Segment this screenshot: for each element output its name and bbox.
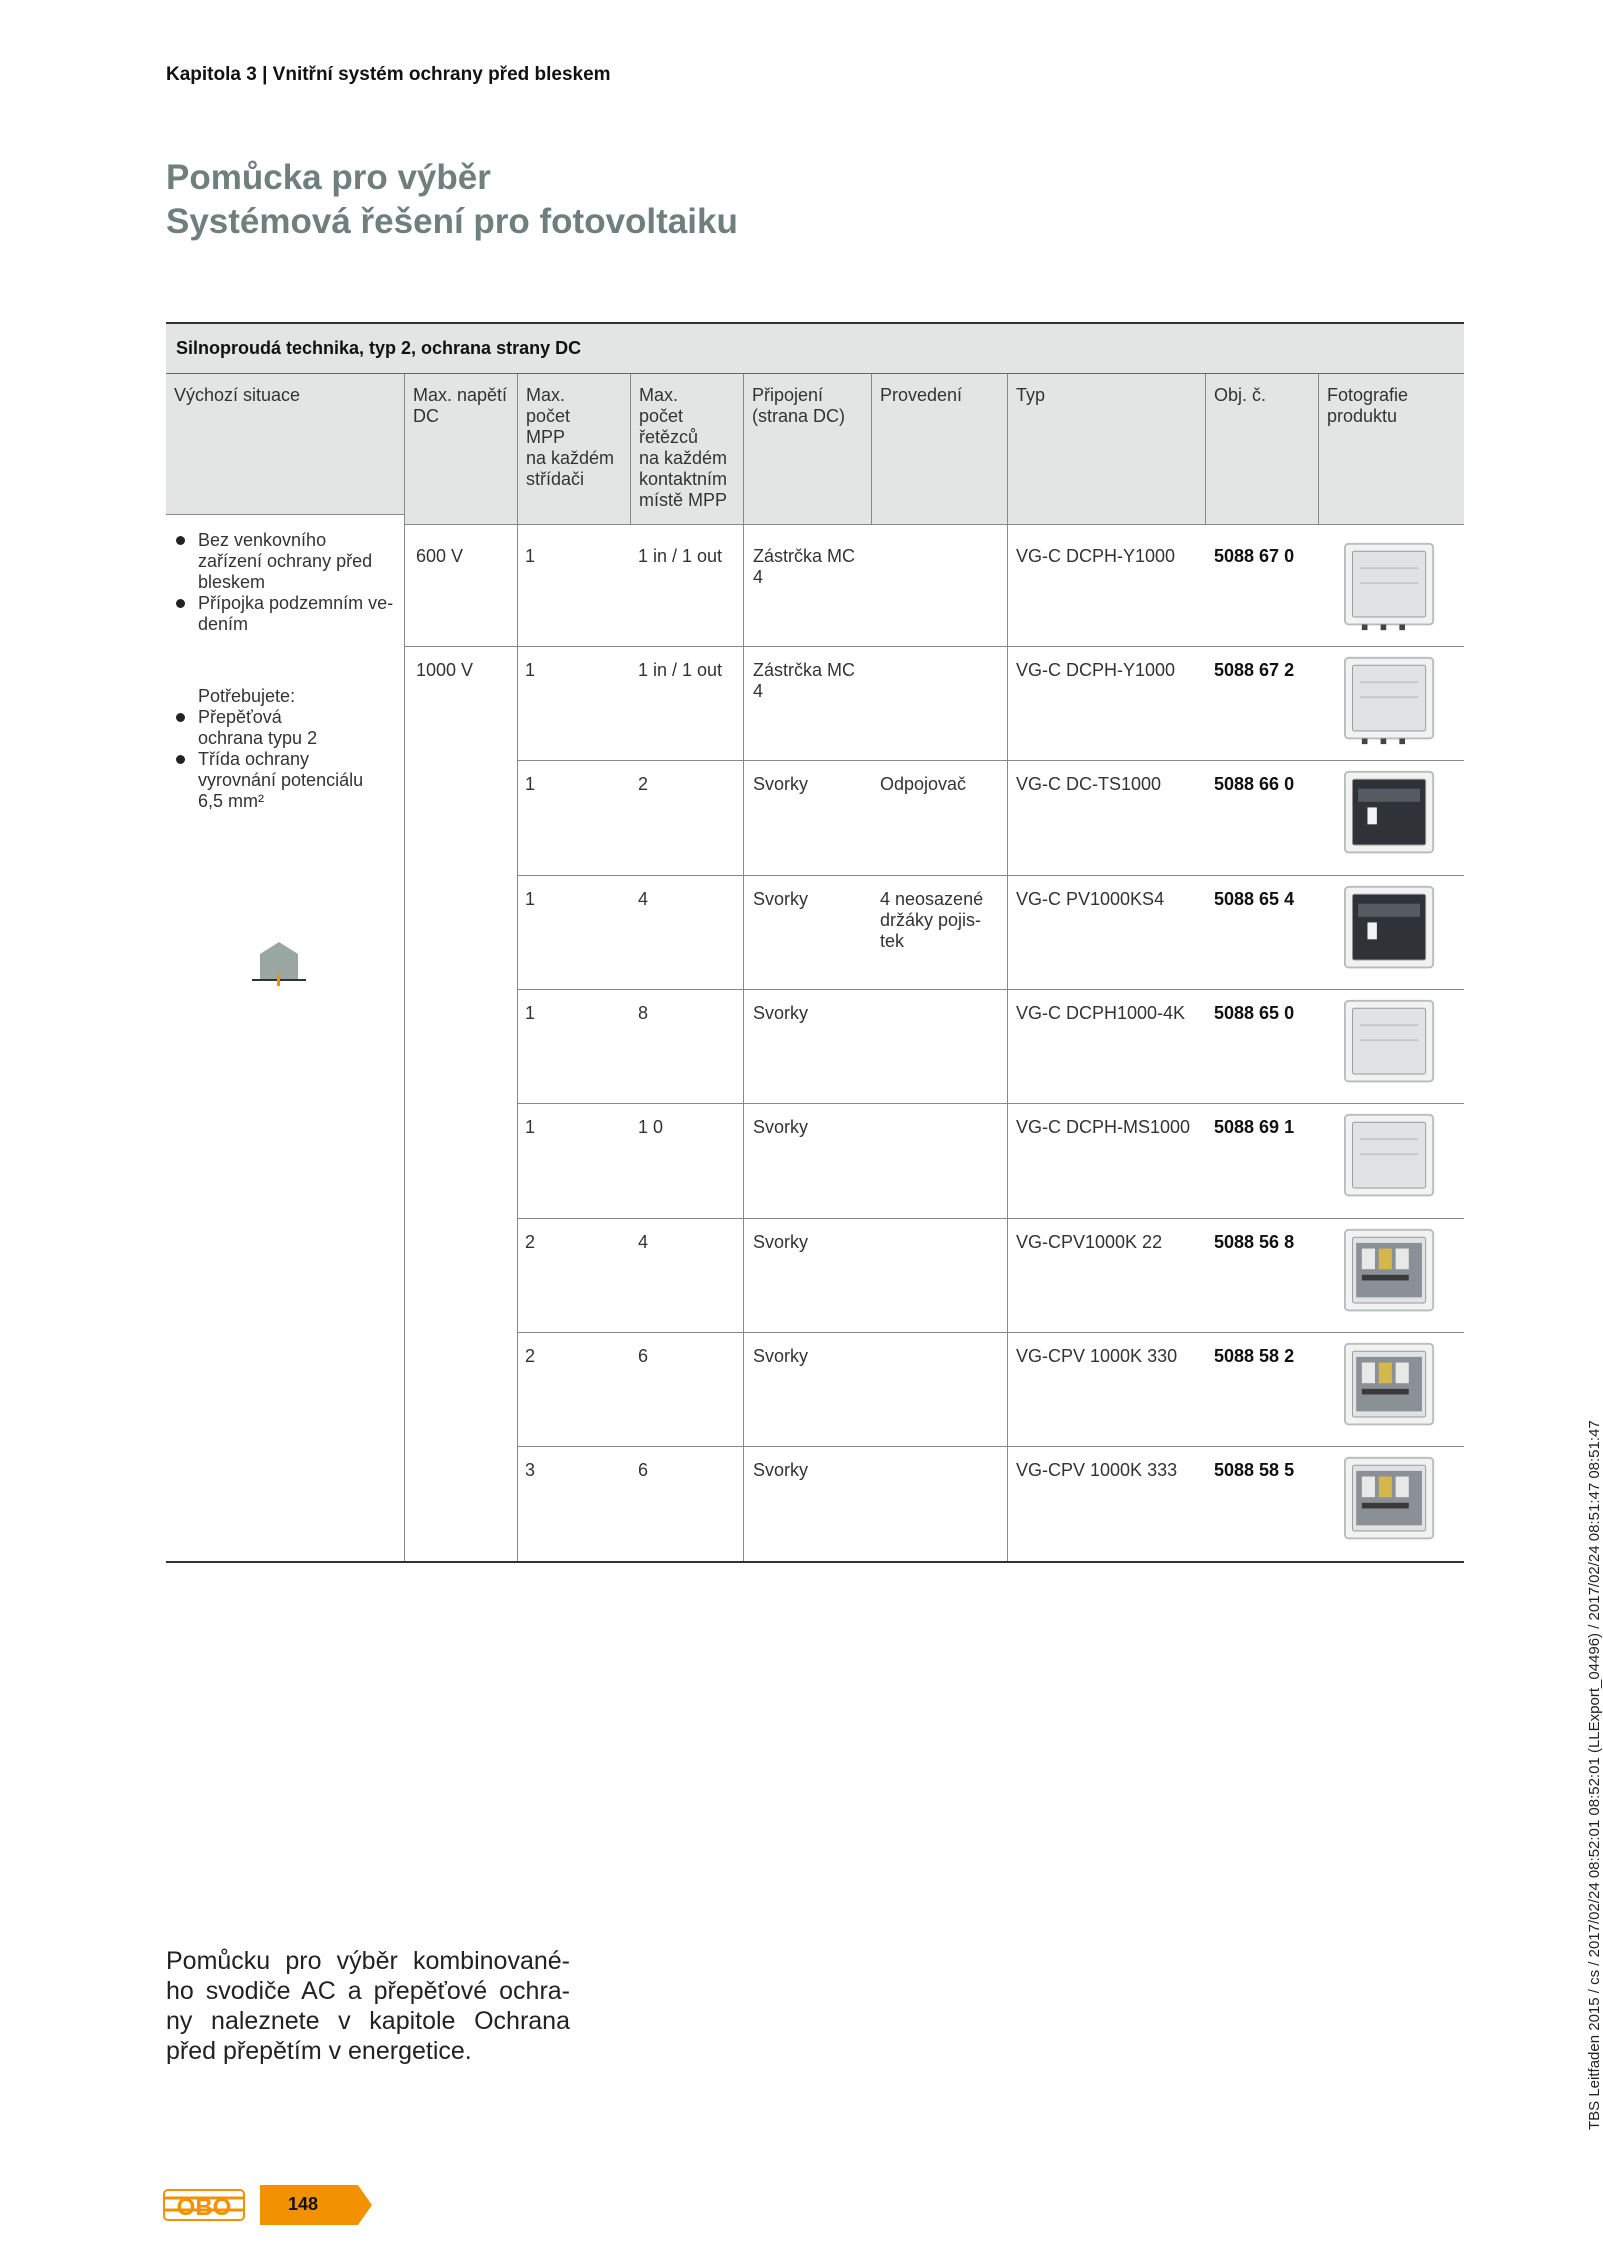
column-separator — [630, 374, 631, 524]
cell-design: tek — [880, 931, 905, 951]
cell-strings: 4 — [638, 889, 649, 909]
col-header-strings-line: na každém — [639, 448, 728, 468]
row-separator — [517, 875, 1464, 876]
column-separator — [1205, 374, 1206, 524]
cell-part-no: 5088 67 0 — [1214, 546, 1295, 566]
table-section-bar — [166, 322, 1464, 374]
cell-type: VG-C DCPH-MS1000 — [1016, 1117, 1191, 1137]
product-photo — [1336, 1454, 1444, 1546]
col-header-photo — [1319, 374, 1464, 524]
table-bottom-rule — [166, 1561, 1464, 1563]
col-header-type: Typ — [1008, 374, 1205, 524]
cell-mpp: 1 — [525, 1003, 536, 1023]
obo-logo — [163, 2188, 245, 2224]
cell-type: VG-CPV 1000K 333 — [1016, 1460, 1178, 1480]
cell-strings: 1 in / 1 out — [638, 546, 723, 566]
cell-connection: Svorky — [753, 774, 809, 794]
col-header-design: Provedení — [872, 374, 1007, 524]
cell-mpp: 2 — [525, 1346, 536, 1366]
product-photo — [1336, 1111, 1444, 1203]
cell-strings: 8 — [638, 1003, 649, 1023]
col-header-mpp-line: Max. — [526, 385, 566, 405]
situation-bullets-1 — [174, 530, 404, 635]
col-header-strings-line: místě MPP — [639, 490, 728, 510]
col-header-strings-line: kontaktním — [639, 469, 728, 489]
house-icon — [248, 940, 310, 992]
cell-mpp: 1 — [525, 889, 536, 909]
cell-design: držáky pojis- — [880, 910, 982, 930]
needs-label: Potřebujete: — [198, 686, 296, 706]
row-separator — [517, 1446, 1464, 1447]
column-separator — [1007, 374, 1008, 1562]
row-separator — [404, 646, 1464, 647]
cell-connection: Svorky — [753, 1346, 809, 1366]
product-photo — [1336, 883, 1444, 975]
cell-strings: 1 in / 1 out — [638, 660, 723, 680]
header-underline — [404, 524, 1464, 525]
product-photo — [1336, 768, 1444, 860]
title-line-1: Pomůcka pro výběr — [166, 158, 491, 197]
cell-connection: Svorky — [753, 1232, 809, 1252]
cross-reference-note — [166, 1946, 570, 2066]
row-separator — [517, 1332, 1464, 1333]
cell-connection: Svorky — [753, 1460, 809, 1480]
column-separator — [871, 374, 872, 524]
cell-mpp: 1 — [525, 774, 536, 794]
col-header-mpp-line: na každém — [526, 448, 615, 468]
col-header-connection-line: Připojení — [752, 385, 824, 405]
cell-type: VG-C DC-TS1000 — [1016, 774, 1162, 794]
cell-connection: Zástrčka MC — [753, 546, 856, 566]
product-photo — [1336, 997, 1444, 1089]
side-export-info: TBS Leitfaden 2015 / cs / 2017/02/24 08:52:01 08:52:01 (LLExport_04496) / 2017/02/24 08:51:47 08:51:47 — [1586, 1420, 1603, 2130]
col-header-mpp-line: počet — [526, 406, 571, 426]
col-header-connection-line: (strana DC) — [752, 406, 846, 426]
situation-bullet — [174, 530, 404, 593]
situation-bullet — [174, 749, 404, 812]
cell-design: Odpojovač — [880, 774, 967, 794]
column-separator — [404, 374, 405, 1562]
col-header-mpp — [518, 374, 630, 524]
product-photo — [1336, 1340, 1444, 1432]
col-header-voltage-line: DC — [413, 406, 439, 426]
column-separator — [743, 374, 744, 1562]
situation-needs — [174, 686, 404, 812]
situation-text: dením — [198, 614, 249, 634]
cell-connection: Svorky — [753, 889, 809, 909]
header-underline — [166, 514, 404, 515]
col-header-strings-line: řetězců — [639, 427, 699, 447]
row-separator — [517, 989, 1464, 990]
page-number-tag — [260, 2185, 372, 2225]
row-separator — [517, 1218, 1464, 1219]
situation-bullet — [174, 707, 404, 749]
cell-strings: 1 0 — [638, 1117, 664, 1137]
cell-part-no: 5088 58 2 — [1214, 1346, 1295, 1366]
note-line: ny naleznete v kapitole Ochrana — [166, 2007, 570, 2035]
cell-connection: Zástrčka MC — [753, 660, 856, 680]
row-separator — [517, 760, 1464, 761]
column-separator — [1318, 374, 1319, 524]
voltage-1000: 1000 V — [416, 660, 474, 680]
situation-text: zařízení ochrany před — [198, 551, 373, 571]
situation-text: ochrana typu 2 — [198, 728, 318, 748]
cell-part-no: 5088 69 1 — [1214, 1117, 1295, 1137]
cell-type: VG-CPV1000K 22 — [1016, 1232, 1163, 1252]
selection-table — [166, 322, 1464, 1562]
col-header-strings-line: Max. — [639, 385, 679, 405]
page-number: 148 — [288, 2194, 319, 2214]
col-header-situation: Výchozí situace — [166, 374, 404, 514]
cell-type: VG-C DCPH-Y1000 — [1016, 546, 1176, 566]
cell-strings: 4 — [638, 1232, 649, 1252]
col-header-voltage-line: Max. napětí — [413, 385, 508, 405]
situation-text: vyrovnání potenciálu — [198, 770, 364, 790]
cell-part-no: 5088 56 8 — [1214, 1232, 1295, 1252]
cell-type: VG-C DCPH1000-4K — [1016, 1003, 1186, 1023]
col-header-voltage — [405, 374, 517, 524]
col-header-photo-line: Fotografie — [1327, 385, 1409, 405]
cell-type: VG-C DCPH-Y1000 — [1016, 660, 1176, 680]
cell-mpp: 2 — [525, 1232, 536, 1252]
cell-connection: Svorky — [753, 1003, 809, 1023]
logo-text: OBO — [176, 2194, 232, 2221]
cell-mpp: 1 — [525, 546, 536, 566]
situation-bullet — [174, 593, 404, 635]
cell-connection: Svorky — [753, 1117, 809, 1137]
cell-design: 4 neosazené — [880, 889, 984, 909]
situation-text: 6,5 mm² — [198, 791, 265, 811]
cell-type: VG-C PV1000KS4 — [1016, 889, 1165, 909]
col-header-strings-line: počet — [639, 406, 684, 426]
cell-strings: 6 — [638, 1346, 649, 1366]
situation-text: bleskem — [198, 572, 266, 592]
cell-connection: 4 — [753, 567, 764, 587]
col-header-strings — [631, 374, 743, 524]
title-line-2: Systémová řešení pro fotovoltaiku — [166, 202, 738, 241]
cell-part-no: 5088 65 0 — [1214, 1003, 1295, 1023]
situation-text: Bez venkovního — [198, 530, 327, 550]
cell-mpp: 1 — [525, 1117, 536, 1137]
cell-part-no: 5088 58 5 — [1214, 1460, 1295, 1480]
note-line: ho svodiče AC a přepěťové ochra- — [166, 1977, 570, 2005]
cell-strings: 2 — [638, 774, 649, 794]
cell-part-no: 5088 67 2 — [1214, 660, 1295, 680]
table-section-title: Silnoproudá technika, typ 2, ochrana strany DC — [176, 338, 582, 358]
col-header-part-no: Obj. č. — [1206, 374, 1318, 524]
page-title — [166, 156, 738, 244]
cell-mpp: 3 — [525, 1460, 536, 1480]
voltage-600: 600 V — [416, 546, 464, 566]
note-line: Pomůcku pro výběr kombinované- — [166, 1947, 570, 1975]
row-separator — [517, 1103, 1464, 1104]
col-header-mpp-line: střídači — [526, 469, 585, 489]
situation-text: Přípojka podzemním ve- — [198, 593, 394, 613]
product-photo — [1336, 1226, 1444, 1318]
col-header-photo-line: produktu — [1327, 406, 1398, 426]
col-header-mpp-line: MPP — [526, 427, 566, 447]
cell-part-no: 5088 65 4 — [1214, 889, 1295, 909]
situation-text: Třída ochrany — [198, 749, 310, 769]
chapter-header: Kapitola 3 | Vnitřní systém ochrany před bleskem — [166, 64, 611, 85]
cell-part-no: 5088 66 0 — [1214, 774, 1295, 794]
situation-text: Přepěťová — [198, 707, 282, 727]
product-photo — [1336, 540, 1444, 632]
cell-type: VG-CPV 1000K 330 — [1016, 1346, 1178, 1366]
cell-mpp: 1 — [525, 660, 536, 680]
col-header-connection — [744, 374, 871, 524]
cell-strings: 6 — [638, 1460, 649, 1480]
note-line: před přepětím v energetice. — [166, 2037, 472, 2065]
cell-connection: 4 — [753, 681, 764, 701]
column-separator — [517, 374, 518, 1562]
product-photo — [1336, 654, 1444, 746]
